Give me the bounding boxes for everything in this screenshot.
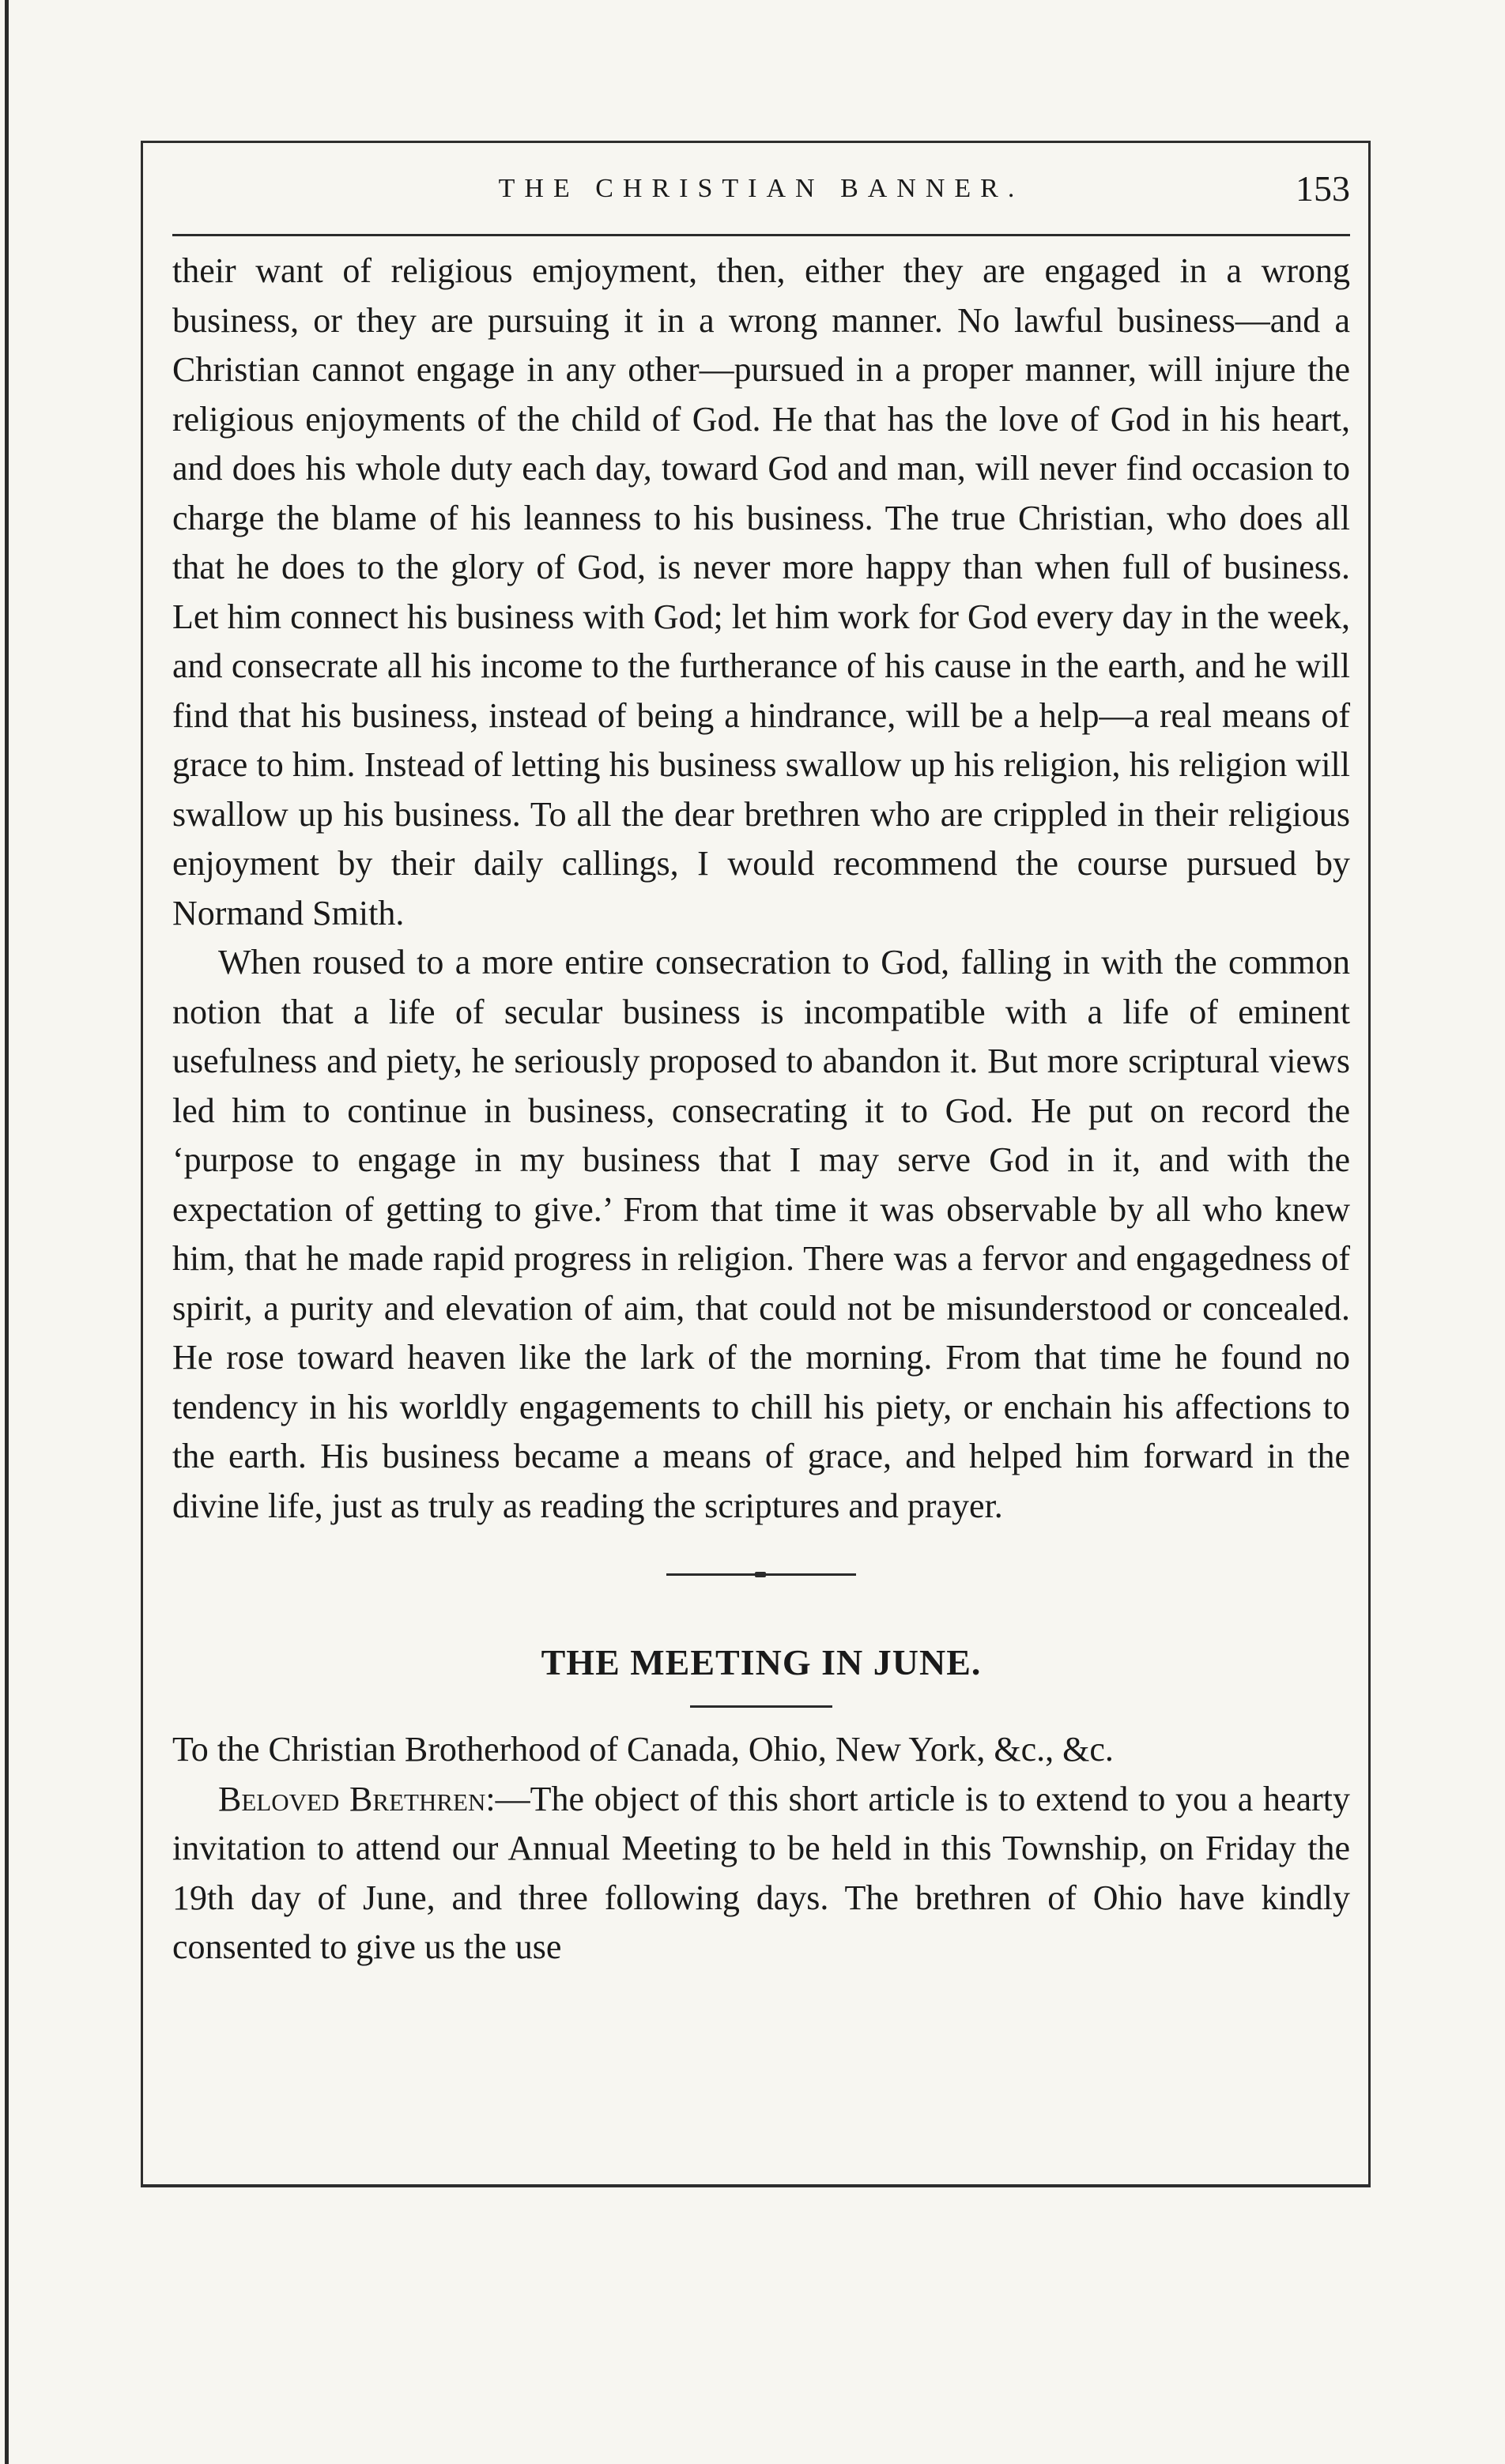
running-title: THE CHRISTIAN BANNER.: [498, 174, 1024, 203]
article-paragraph-1: [172, 1775, 1350, 1972]
heading-rule: [690, 1705, 832, 1708]
running-head: [172, 166, 1350, 213]
salutation: Beloved Brethren: [218, 1779, 486, 1818]
header-rule: [172, 234, 1350, 236]
body-paragraph-2: When roused to a more entire consecration to God, falling in with the common notion that a life of secular business is incompatible with a life of eminent usefulness and piety, he seriously proposed to abandon it. But more scriptural views led him to continue in business, consecrating it to God. He put on record the ‘purpose to engage in my business that I may serve God in it, and with the expectation of getting to give.’ From that time it was observable by all who knew him, that he made rapid progress in religion. There was a fervor and engagedness of spirit, a purity and elevation of aim, that could not be misunderstood or concealed. He rose toward heaven like the lark of the morning. From that time he found no tendency in his worldly engagements to chill his piety, or enchain his affections to the earth. His business became a means of grace, and helped him forward in the divine life, just as truly as reading the scriptures and prayer.: [172, 943, 1350, 1525]
article-paragraph-text: :—The object of this short article is to extend to you a hearty invitation to attend our Annual Meeting to be held in this Township, on Friday the 19th day of June, and three following days. The brethren of Ohio have kindly consented to give us the use: [172, 1779, 1350, 1966]
body-paragraph-1: their want of religious emjoyment, then, either they are engaged in a wrong business, or they are pursuing it in a wrong manner. No lawful business—and a Christian cannot engage in any other—pursued in a proper manner, will injure the religious enjoyments of the child of God. He that has the love of God in his heart, and does his whole duty each day, toward God and man, will never find occasion to charge the blame of his leanness to his business. The true Christian, who does all that he does to the glory of God, is never more happy than when full of business. Let him connect his business with God; let him work for God every day in the week, and consecrate all his income to the furtherance of his cause in the earth, and he will find that his business, instead of being a hindrance, will be a help—a real means of grace to him. Instead of letting his business swallow up his religion, his religion will swallow up his business. To all the dear brethren who are crippled in their religious enjoyment by their daily callings, I would recommend the course pursued by Normand Smith.: [172, 251, 1350, 932]
article-heading: THE MEETING IN JUNE.: [541, 1642, 982, 1682]
text-column: [172, 247, 1350, 1972]
section-divider: [666, 1573, 856, 1576]
page-number: 153: [1296, 168, 1350, 209]
page-binding-edge: [5, 0, 9, 2464]
address-line: To the Christian Brotherhood of Canada, Ohio, New York, &c., &c.: [172, 1730, 1114, 1769]
